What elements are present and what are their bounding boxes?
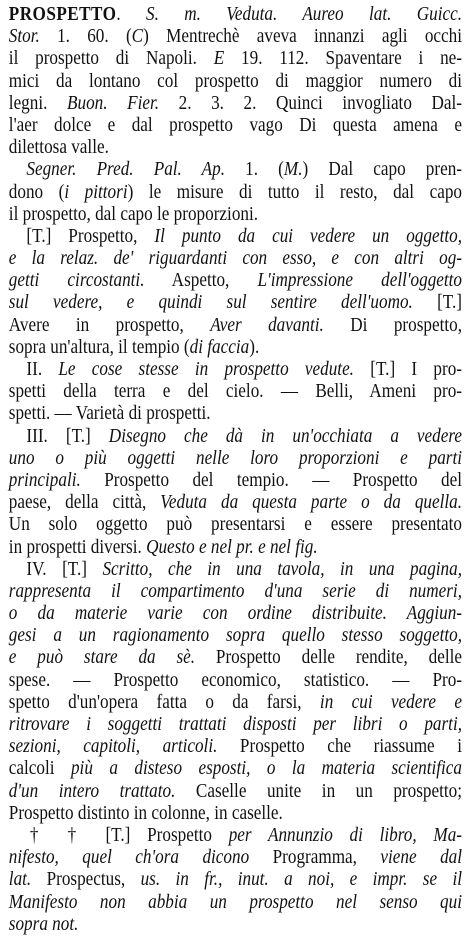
entry-line: dilettosa valle.	[8, 137, 109, 159]
entry-line: spese. — Prospetto economico, statistico. — Pro-	[8, 669, 463, 691]
entry-line: o da materie varie con ordine distribuite. Aggiun-	[8, 603, 463, 625]
entry-line: e la relaz. de' riguardanti con esso, e con altri og-	[8, 248, 463, 270]
entry-line: l'aer dolce e dal prospetto vago Di questa amena e	[8, 114, 463, 136]
entry-line: sezioni, capitoli, articoli. Prospetto che riassume i	[8, 736, 462, 758]
entry-line: IV. [T.] Scritto, che in una tavola, in una pagina,	[26, 558, 462, 580]
entry-line: Un solo oggetto può presentarsi e essere presentato	[8, 514, 463, 536]
entry-line: rappresenta il compartimento d'una serie di numeri,	[8, 580, 463, 602]
entry-line: † † [T.] Prospetto per Annunzio di libro, Ma-	[29, 824, 462, 846]
entry-line: calcoli più a disteso esposti, o la materia scientifica	[8, 758, 462, 780]
entry-line: e può stare da sè. Prospetto delle rendite, delle	[8, 647, 462, 669]
entry-line: dono (i pittori) le misure di tutto il resto, dal capo	[8, 181, 463, 203]
entry-line: Segner. Pred. Pal. Ap. 1. (M.) Dal capo pren-	[26, 159, 462, 181]
entry-line: il prospetto, dal capo le proporzioni.	[8, 203, 259, 225]
entry-line: spetto d'un'opera fatta o da farsi, in cui vedere e	[8, 691, 462, 713]
entry-text-column	[9, 4, 462, 936]
entry-line: spetti della terra e del cielo. — Belli, Ameni pro-	[8, 381, 463, 403]
entry-line: II. Le cose stesse in prospetto vedute. [T.] I pro-	[26, 359, 462, 380]
entry-line: Avere in prospetto, Aver davanti. Di prospetto,	[8, 314, 462, 336]
entry-line: d'un intero trattato. Caselle unite in un prospetto;	[8, 780, 462, 802]
entry-line: PROSPETTO. S. m. Veduta. Aureo lat. Guicc.	[8, 4, 462, 25]
entry-line: legni. Buon. Fier. 2. 3. 2. Quinci invogliato Dal-	[8, 92, 462, 114]
entry-line: spetti. — Varietà di prospetti.	[8, 403, 211, 425]
entry-line: III. [T.] Disegno che dà in un'occhiata a vedere	[26, 425, 463, 447]
entry-line: [T.] Prospetto, Il punto da cui vedere un oggetto,	[26, 225, 462, 247]
entry-line: mici da lontano col prospetto di maggior numero di	[8, 70, 463, 92]
entry-line: il prospetto di Napoli. E 19. 112. Spaventare i ne-	[8, 48, 462, 70]
entry-line: uno o più oggetti nelle loro proporzioni e parti	[8, 447, 463, 469]
entry-line: paese, della città, Veduta da questa parte o da quella.	[8, 492, 462, 514]
entry-line: sul vedere, e quindi sul sentire dell'uomo. [T.]	[8, 292, 462, 314]
entry-line: nifesto, quel ch'ora dicono Programma, viene dal	[8, 847, 462, 869]
entry-line: Stor. 1. 60. (C) Mentrechè aveva innanzi agli occhi	[8, 26, 462, 48]
entry-line: ritrovare i soggetti trattati disposti per libri o parti,	[8, 714, 463, 735]
entry-line: Prospetto distinto in colonne, in caselle.	[8, 802, 283, 824]
entry-line: lat. Prospectus, us. in fr., inut. a noi, e impr. se il	[8, 869, 463, 891]
entry-line: Manifesto non abbia un prospetto nel senso qui	[8, 891, 463, 913]
entry-line: getti circostanti. Aspetto, L'impressione dell'oggetto	[8, 270, 462, 292]
entry-line: sopra un'altura, il tempio (di faccia).	[8, 336, 260, 358]
entry-line: sopra not.	[8, 913, 79, 935]
entry-line: in prospetti diversi. Questo e nel pr. e nel fig.	[8, 536, 318, 558]
entry-line: principali. Prospetto del tempio. — Prospetto del	[8, 469, 462, 491]
entry-line: gesi a un ragionamento sopra quello stesso soggetto,	[8, 625, 463, 647]
